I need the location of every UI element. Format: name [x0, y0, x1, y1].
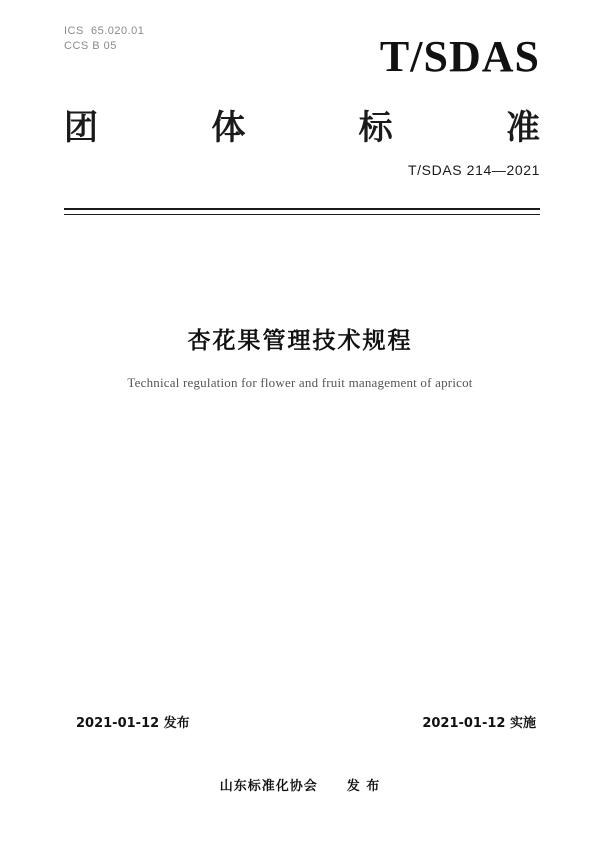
- issue-date: 2021-01-12 发布: [76, 716, 190, 731]
- category-char-3: 标: [358, 108, 393, 148]
- category-char-4: 准: [505, 108, 540, 148]
- publisher-name: 山东标准化协会: [219, 779, 318, 794]
- publish-label: 发 布: [346, 779, 381, 794]
- implement-date: 2021-01-12 实施: [422, 716, 536, 731]
- tsdas-logo: T/SDAS: [379, 32, 540, 81]
- classification-codes: [64, 24, 144, 54]
- standard-number: T/SDAS 214—2021: [408, 162, 540, 178]
- header-rule-thick: [64, 208, 540, 210]
- category-heading: [64, 100, 540, 149]
- date-row: [76, 712, 536, 731]
- ccs-code: CCS B 05: [64, 40, 117, 52]
- category-char-1: 团: [64, 108, 98, 148]
- document-title-en: Technical regulation for flower and fruit management of apricot: [127, 375, 473, 390]
- category-char-2: 体: [211, 108, 246, 148]
- document-title-cn: 杏花果管理技术规程: [187, 328, 413, 354]
- header-rule-thin: [64, 214, 540, 215]
- ics-code: ICS 65.020.01: [64, 25, 145, 37]
- publisher-line: [0, 775, 600, 794]
